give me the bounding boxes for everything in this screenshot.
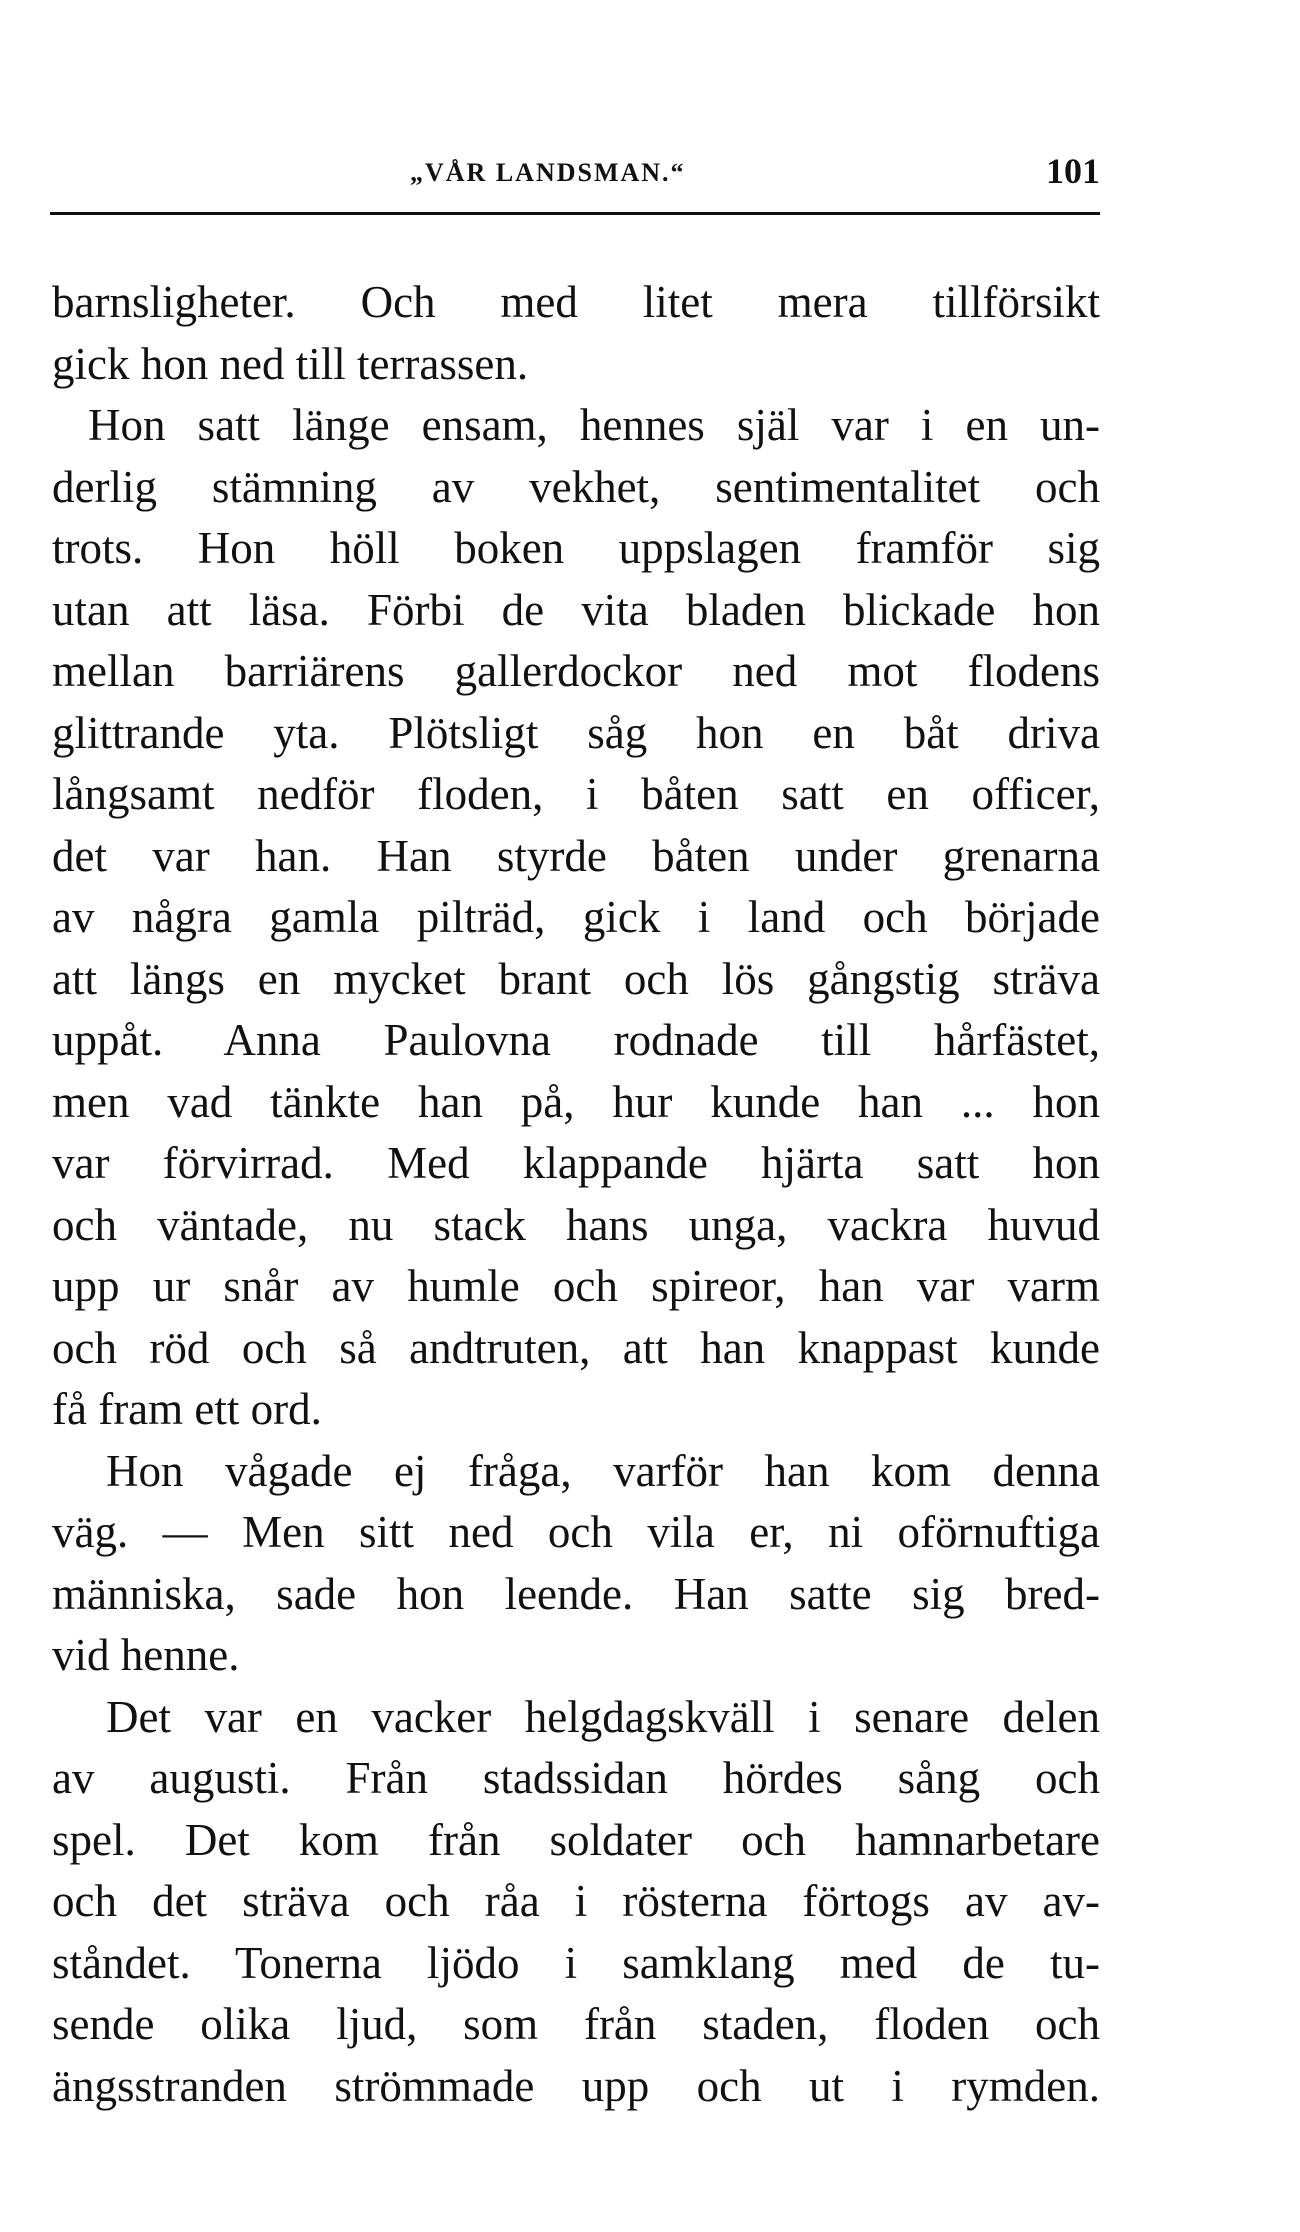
- paragraph: [52, 1687, 1100, 2118]
- text-line: sende olika ljud, som från staden, floden och: [52, 1999, 1100, 2049]
- text-line: Det var en vacker helgdagskväll i senare delen: [106, 1691, 1100, 1742]
- text-line: och väntade, nu stack hans unga, vackra huvud: [52, 1199, 1100, 1250]
- paragraph: [52, 395, 1100, 1441]
- text-line: men vad tänkte han på, hur kunde han ... hon: [52, 1076, 1100, 1127]
- text-line: spel. Det kom från soldater och hamnarbetare: [52, 1814, 1100, 1865]
- text-line: vid henne.: [52, 1630, 240, 1680]
- text-line: och röd och så andtruten, att han knappast kunde: [52, 1322, 1100, 1373]
- text-line: ståndet. Tonerna ljödo i samklang med de tu-: [52, 1937, 1100, 1988]
- running-title: „VÅR LANDSMAN.“: [410, 158, 686, 187]
- text-line: derlig stämning av vekhet, sentimentalitet och: [52, 461, 1100, 512]
- text-line: människa, sade hon leende. Han satte sig bred-: [52, 1568, 1100, 1619]
- header-rule: [50, 212, 1100, 215]
- text-line: trots. Hon höll boken uppslagen framför sig: [52, 523, 1100, 573]
- text-line: utan att läsa. Förbi de vita bladen blickade hon: [52, 584, 1100, 635]
- text-line: var förvirrad. Med klappande hjärta satt hon: [52, 1138, 1100, 1188]
- text-line: Hon vågade ej fråga, varför han kom denna: [106, 1445, 1100, 1496]
- text-line: av augusti. Från stadssidan hördes sång och: [52, 1753, 1100, 1803]
- text-line: det var han. Han styrde båten under grenarna: [52, 830, 1100, 881]
- text-line: glittrande yta. Plötsligt såg hon en båt driva: [52, 707, 1100, 758]
- paragraph: [52, 1441, 1100, 1687]
- text-line: barnsligheter. Och med litet mera tillförsikt: [52, 277, 1100, 327]
- text-line: av några gamla pilträd, gick i land och började: [52, 892, 1100, 942]
- body-text: [52, 272, 1100, 2117]
- text-line: att längs en mycket brant och lös gångstig sträva: [52, 953, 1100, 1004]
- text-line: mellan barriärens gallerdockor ned mot flodens: [52, 646, 1100, 696]
- text-line: upp ur snår av humle och spireor, han var varm: [52, 1261, 1100, 1311]
- text-line: och det sträva och råa i rösterna förtogs av av-: [52, 1876, 1100, 1926]
- paragraph: [52, 272, 1100, 395]
- text-line: gick hon ned till terrassen.: [52, 338, 529, 389]
- running-head: [50, 150, 1100, 200]
- text-line: långsamt nedför floden, i båten satt en officer,: [52, 769, 1100, 819]
- text-line: ängsstranden strömmade upp och ut i rymden.: [52, 2060, 1100, 2111]
- text-line: väg. — Men sitt ned och vila er, ni oförnuftiga: [52, 1507, 1100, 1557]
- text-line: få fram ett ord.: [52, 1384, 322, 1434]
- page-number: 101: [1046, 151, 1100, 191]
- text-line: uppåt. Anna Paulovna rodnade till hårfästet,: [52, 1015, 1100, 1065]
- text-line: Hon satt länge ensam, hennes själ var i en un-: [88, 400, 1100, 450]
